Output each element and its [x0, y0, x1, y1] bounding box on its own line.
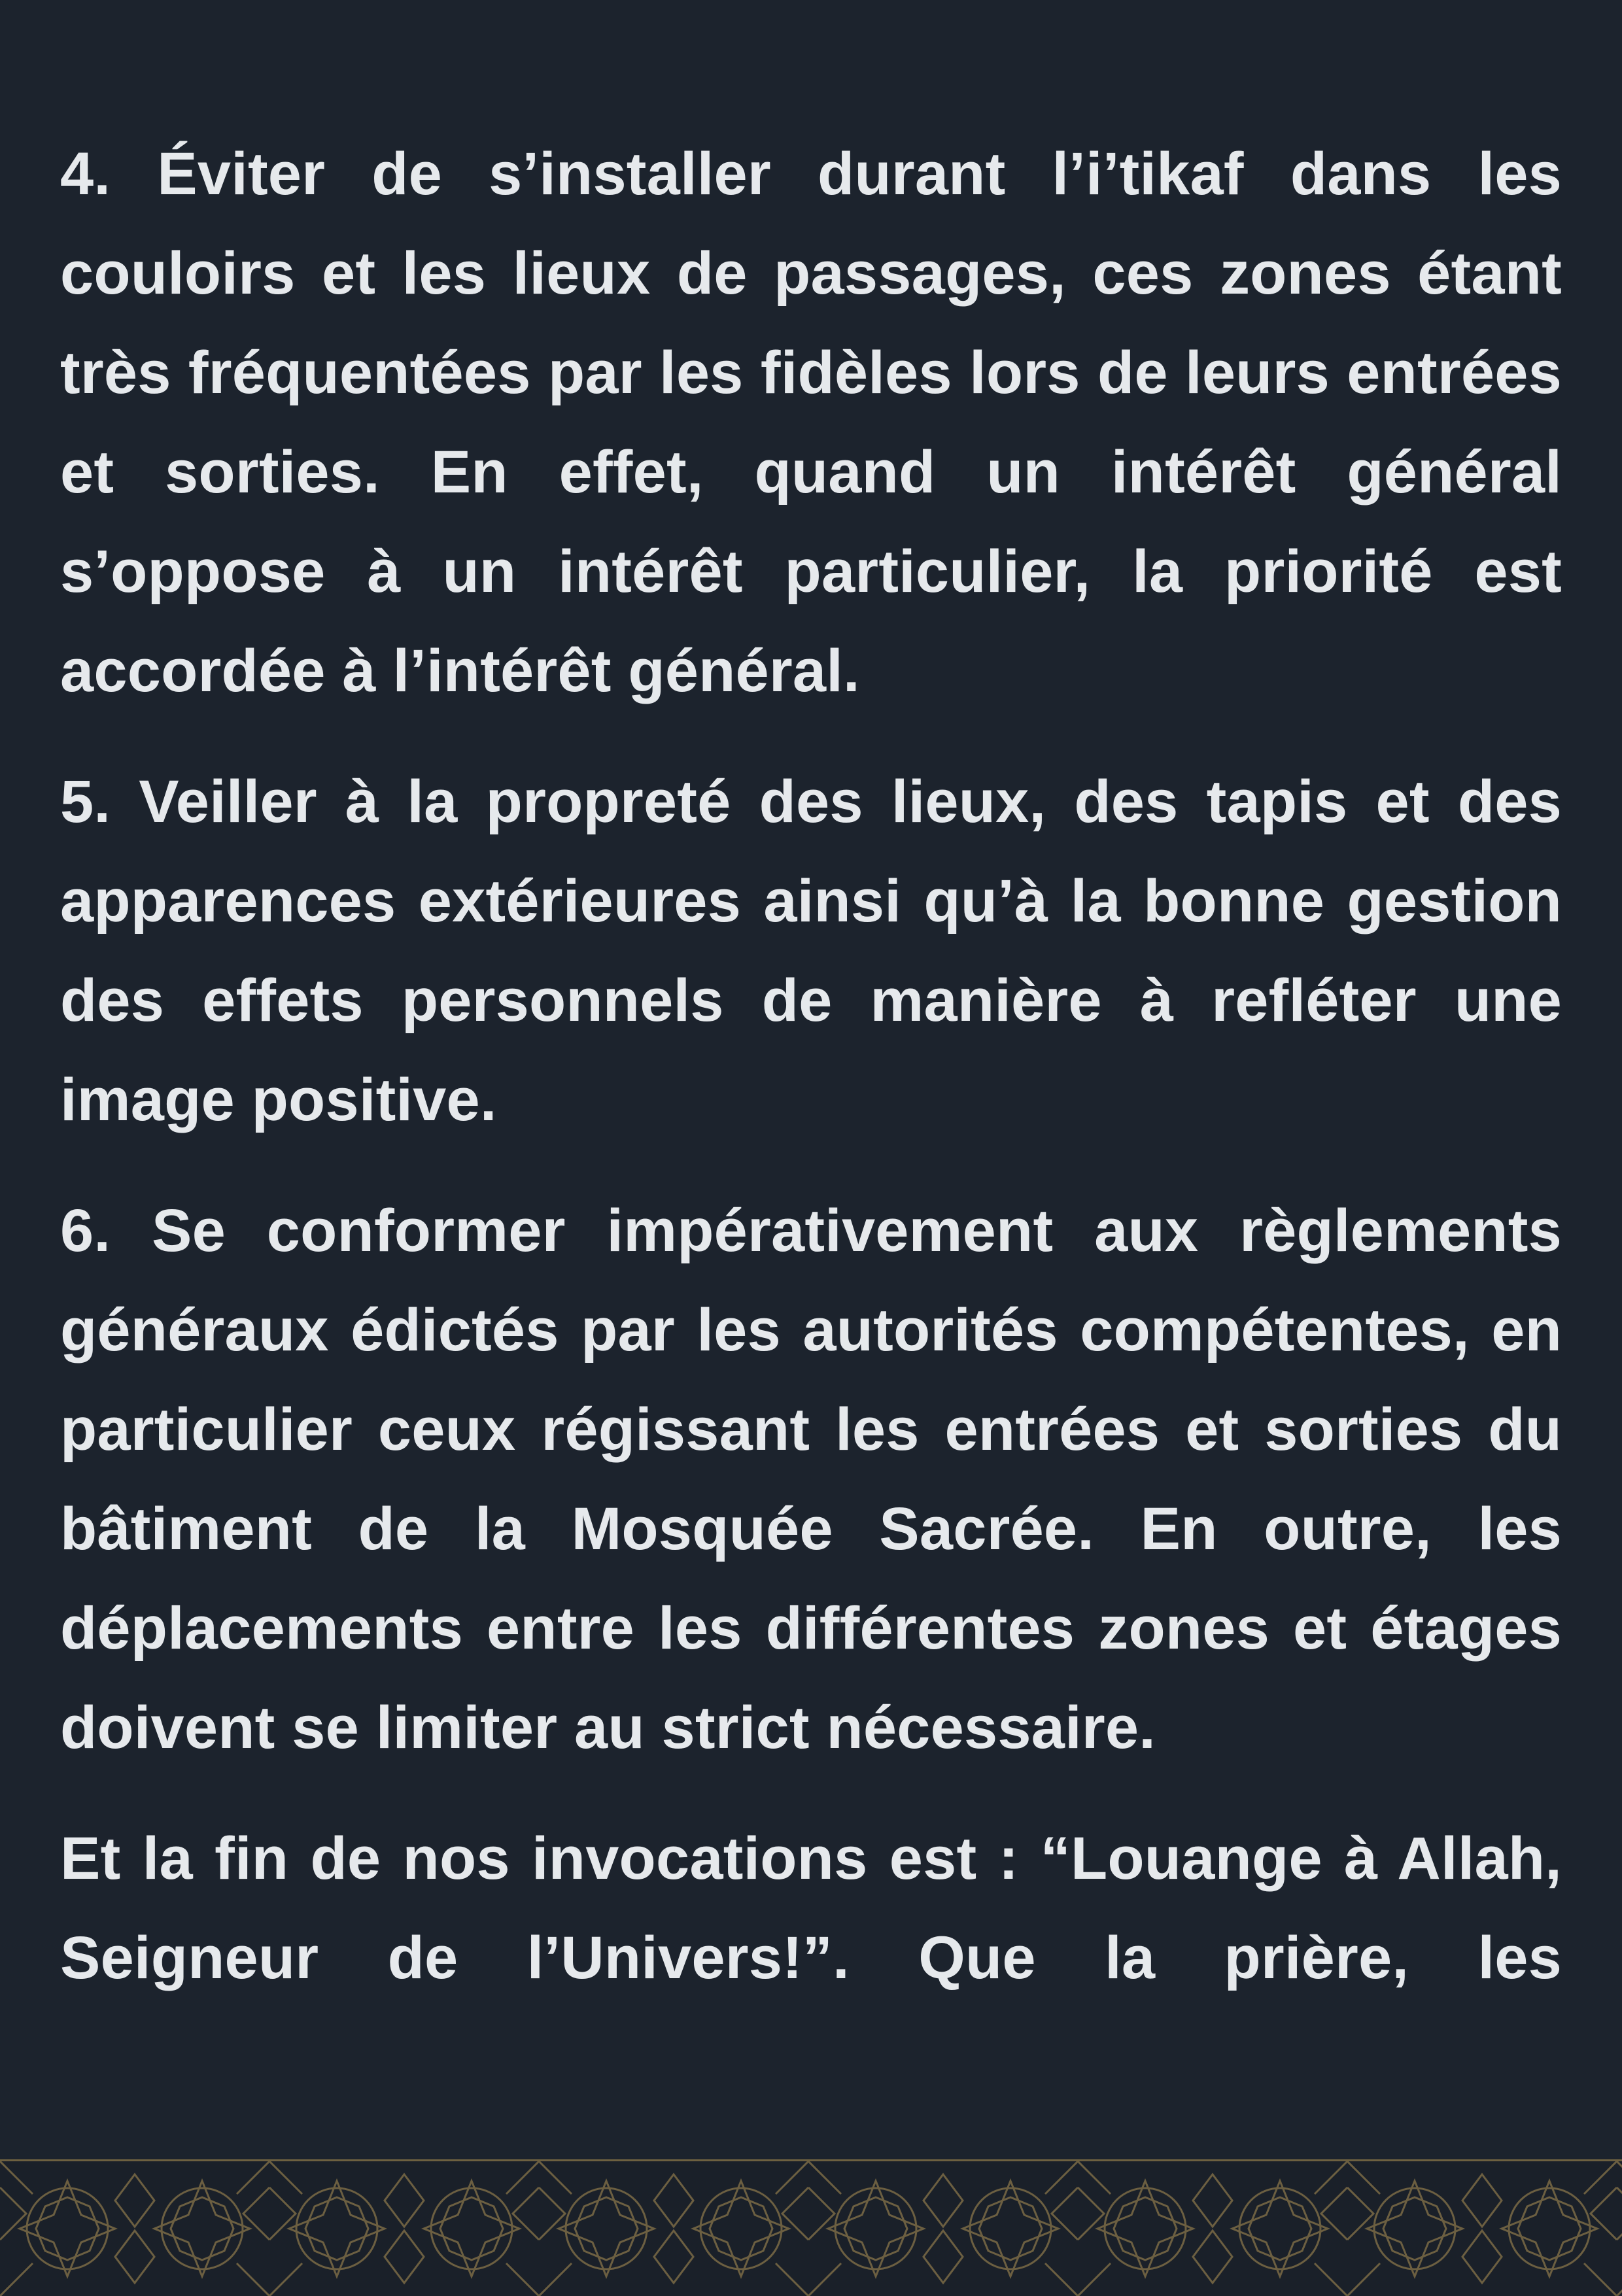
footer-ornament-band [0, 2159, 1622, 2296]
item-text: Veiller à la propreté des lieux, des tapis et des apparences extérieures ainsi qu’à la bonne gestion des effets personnels de manière à refléter une image positive. [60, 768, 1562, 1133]
item-number: 5. [60, 768, 111, 835]
closing-paragraph: Et la fin de nos invocations est : “Louange à Allah, Seigneur de l’Univers!”. Que la prière, les [60, 1825, 1562, 1991]
item-text: Se conformer impérativement aux règlements généraux édictés par les autorités compétentes, en particulier ceux régissant les entrées et sorties du bâtiment de la Mosquée Sacrée. En outre, les déplacements entre les différentes zones et étages doivent se limiter au strict nécessaire. [60, 1197, 1562, 1761]
list-item-4 [60, 124, 1562, 721]
document-body [60, 124, 1562, 2008]
list-item-6 [60, 1181, 1562, 1777]
item-number: 4. [60, 141, 111, 207]
geometric-pattern-icon [0, 2161, 1622, 2296]
item-text: Éviter de s’installer durant l’i’tikaf dans les couloirs et les lieux de passages, ces zones étant très fréquentées par les fidèles lors de leurs entrées et sorties. En effet, quand un intérêt général s’oppose à un intérêt particulier, la priorité est accordée à l’intérêt général. [60, 141, 1562, 704]
list-item-5 [60, 752, 1562, 1150]
item-number: 6. [60, 1197, 111, 1264]
